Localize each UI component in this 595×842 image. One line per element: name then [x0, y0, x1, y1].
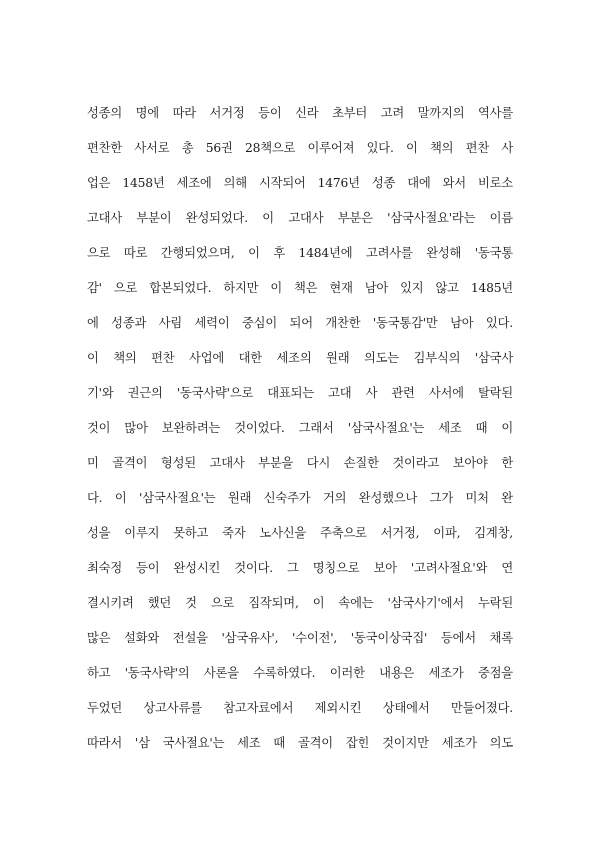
- text-line: 많은 설화와 전설을 '삼국유사', '수이전', '동국이상국집' 등에서 채록: [87, 631, 513, 645]
- text-line: 에 성종과 사림 세력이 중심이 되어 개찬한 '동국통감'만 남아 있다.: [87, 316, 513, 330]
- text-line: 하고 '동국사략'의 사론을 수록하였다. 이러한 내용은 세조가 중점을: [87, 666, 513, 680]
- text-line: 것이 많아 보완하려는 것이었다. 그래서 '삼국사절요'는 세조 때 이: [87, 421, 513, 435]
- body-paragraph: [87, 96, 513, 761]
- text-line: 결시키려 했던 것 으로 짐작되며, 이 속에는 '삼국사기'에서 누락된: [87, 596, 513, 610]
- text-line: 감' 으로 합본되었다. 하지만 이 책은 현재 남아 있지 않고 1485년: [87, 281, 513, 295]
- text-line: 따라서 '삼 국사절요'는 세조 때 골격이 잡힌 것이지만 세조가 의도: [87, 736, 513, 750]
- text-line: 미 골격이 형성된 고대사 부분을 다시 손질한 것이라고 보아야 한: [87, 456, 513, 470]
- text-line: 기'와 권근의 '동국사략'으로 대표되는 고대 사 관련 사서에 탈락된: [87, 386, 513, 400]
- text-line: 다. 이 '삼국사절요'는 원래 신숙주가 거의 완성했으나 그가 미처 완: [87, 491, 513, 505]
- text-line: 편찬한 사서로 총 56권 28책으로 이루어져 있다. 이 책의 편찬 사: [87, 141, 513, 155]
- text-line: 최숙정 등이 완성시킨 것이다. 그 명칭으로 보아 '고려사절요'와 연: [87, 561, 513, 575]
- text-line: 성종의 명에 따라 서거정 등이 신라 초부터 고려 말까지의 역사를: [87, 106, 513, 120]
- text-line: 성을 이루지 못하고 죽자 노사신을 주축으로 서거정, 이파, 김계창,: [87, 526, 513, 540]
- text-line: 으로 따로 간행되었으며, 이 후 1484년에 고려사를 완성해 '동국통: [87, 246, 513, 260]
- text-line: 업은 1458년 세조에 의해 시작되어 1476년 성종 대에 와서 비로소: [87, 176, 513, 190]
- text-line: 고대사 부분이 완성되었다. 이 고대사 부분은 '삼국사절요'라는 이름: [87, 211, 513, 225]
- text-line: 이 책의 편찬 사업에 대한 세조의 원래 의도는 김부식의 '삼국사: [87, 351, 513, 365]
- text-line: 두었던 상고사류를 참고자료에서 제외시킨 상태에서 만들어졌다.: [87, 701, 513, 715]
